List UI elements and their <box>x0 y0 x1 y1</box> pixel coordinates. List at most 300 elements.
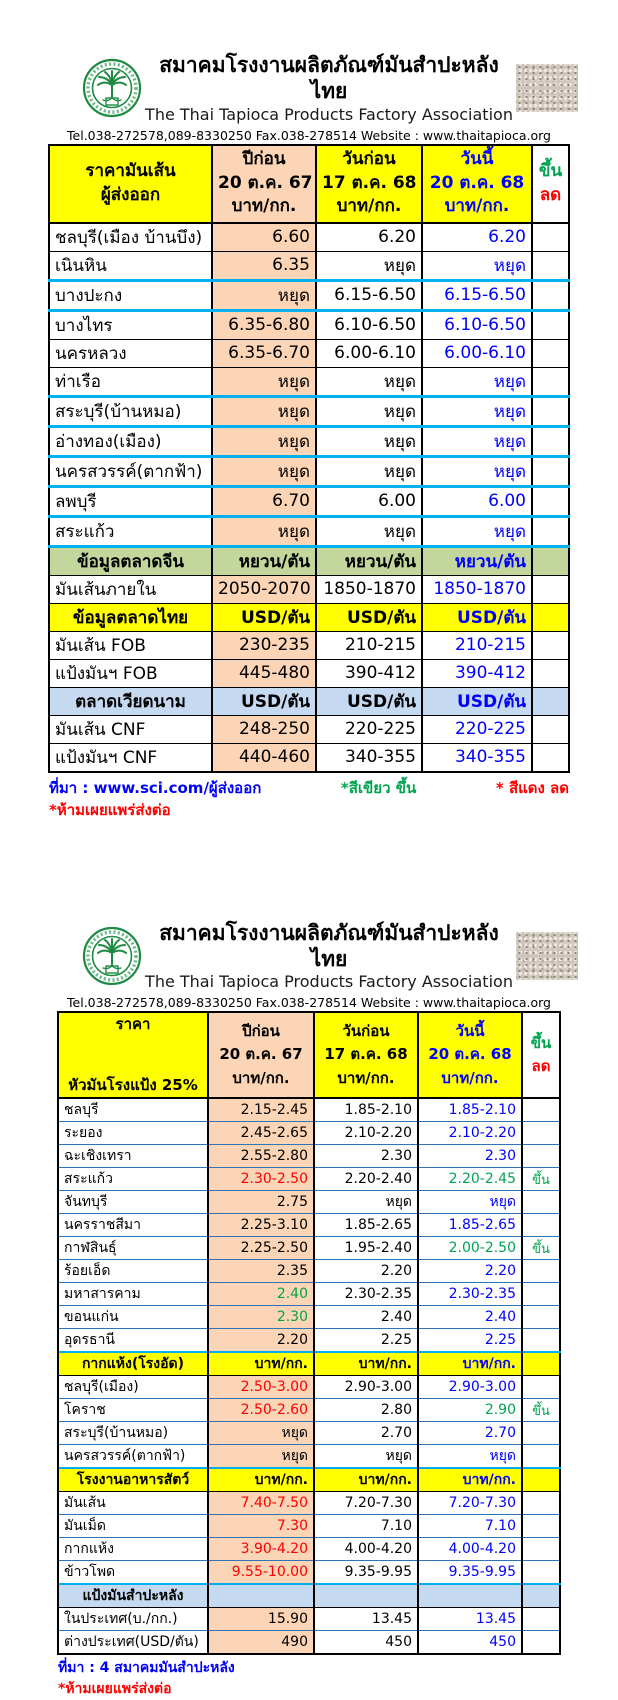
table-header-row <box>49 145 569 223</box>
flag-cell <box>522 1422 560 1445</box>
green-note: *สีเขียว ขึ้น <box>341 777 416 800</box>
export-price-table <box>48 144 570 773</box>
price-prev: หยุด <box>212 516 316 546</box>
price-prev: 6.35 <box>212 251 316 280</box>
section-label: ข้อมูลตลาดจีน <box>49 546 212 575</box>
flag-cell <box>532 367 569 396</box>
flag-cell <box>522 1492 560 1515</box>
table-row <box>58 1145 560 1168</box>
flag-cell: ขึ้น <box>522 1168 560 1191</box>
flag-cell <box>532 223 569 252</box>
table-row <box>58 1168 560 1191</box>
price-today: 2.20-2.45 <box>418 1168 522 1191</box>
table-row <box>49 280 569 310</box>
unit-prev: USD/ตัน <box>212 687 316 715</box>
row-label: ขอนแก่น <box>58 1306 208 1329</box>
flag-cell <box>522 1468 560 1492</box>
table-row <box>58 1492 560 1515</box>
flag-cell <box>532 310 569 339</box>
flag-cell <box>522 1145 560 1168</box>
table-row <box>49 456 569 486</box>
down-label: ลด <box>538 184 563 208</box>
price-prev: หยุด <box>208 1445 314 1469</box>
price-yest: หยุด <box>316 426 422 456</box>
price-today: 6.00-6.10 <box>422 339 532 367</box>
price-today: 390-412 <box>422 659 532 687</box>
row-label: นครราชสีมา <box>58 1214 208 1237</box>
price-today: หยุด <box>422 456 532 486</box>
price-prev: 2.40 <box>208 1283 314 1306</box>
price-yest: 2.20 <box>314 1260 418 1283</box>
row-label: แป้งมันฯ CNF <box>49 743 212 772</box>
table-row <box>49 426 569 456</box>
price-today: 7.20-7.30 <box>418 1492 522 1515</box>
row-label: ข้าวโพด <box>58 1561 208 1585</box>
table-row <box>58 1237 560 1260</box>
contact-line: Tel.038-272578,089-8330250 Fax.038-278514 Website : www.thaitapioca.org <box>0 992 618 1011</box>
price-today: หยุด <box>422 426 532 456</box>
association-titles <box>142 920 516 993</box>
export-price-sheet <box>0 0 618 822</box>
price-yest: 220-225 <box>316 715 422 743</box>
price-yest: 210-215 <box>316 631 422 659</box>
price-prev: 490 <box>208 1631 314 1655</box>
flag-cell <box>522 1538 560 1561</box>
price-today: 450 <box>418 1631 522 1655</box>
price-yest: 1850-1870 <box>316 575 422 603</box>
table-row <box>58 1445 560 1469</box>
row-label: ในประเทศ(บ./กก.) <box>58 1608 208 1631</box>
down-label: ลด <box>528 1055 554 1078</box>
row-label: อ่างทอง(เมือง) <box>49 426 212 456</box>
association-header <box>0 920 618 993</box>
price-today: 2.25 <box>418 1329 522 1353</box>
section-row-feed-mill <box>58 1468 560 1492</box>
org-title-thai: สมาคมโรงงานผลิตภัณฑ์มันสำปะหลังไทย <box>142 920 516 973</box>
flag-cell <box>532 575 569 603</box>
price-yest: หยุด <box>314 1191 418 1214</box>
row-label: ระยอง <box>58 1122 208 1145</box>
flag-cell <box>532 339 569 367</box>
price-prev: 6.35-6.80 <box>212 310 316 339</box>
price-today: 6.10-6.50 <box>422 310 532 339</box>
up-label: ขึ้น <box>538 160 563 184</box>
unit-today <box>418 1584 522 1608</box>
price-today: 1.85-2.65 <box>418 1214 522 1237</box>
price-today: 6.15-6.50 <box>422 280 532 310</box>
price-today: 2.70 <box>418 1422 522 1445</box>
flag-cell <box>532 280 569 310</box>
row-label: มันเส้น <box>58 1492 208 1515</box>
price-prev: 7.30 <box>208 1515 314 1538</box>
row-label: สระแก้ว <box>58 1168 208 1191</box>
row-label: กาฬสินธุ์ <box>58 1237 208 1260</box>
price-yest: หยุด <box>316 456 422 486</box>
table-row <box>58 1515 560 1538</box>
price-yest: 2.90-3.00 <box>314 1376 418 1399</box>
flag-cell <box>522 1214 560 1237</box>
price-today: 1850-1870 <box>422 575 532 603</box>
flag-cell: ขึ้น <box>522 1399 560 1422</box>
table-row <box>58 1561 560 1585</box>
row-label: ฉะเชิงเทรา <box>58 1145 208 1168</box>
section-row-china-market <box>49 546 569 575</box>
flag-cell <box>522 1631 560 1655</box>
org-title-english: The Thai Tapioca Products Factory Association <box>142 972 516 992</box>
flag-cell <box>522 1515 560 1538</box>
price-today: 7.10 <box>418 1515 522 1538</box>
flag-cell <box>532 715 569 743</box>
price-prev: 440-460 <box>212 743 316 772</box>
up-label: ขึ้น <box>528 1032 554 1055</box>
flag-cell <box>532 659 569 687</box>
price-prev: 6.70 <box>212 486 316 516</box>
price-today: 220-225 <box>422 715 532 743</box>
price-prev: 2.20 <box>208 1329 314 1353</box>
prev-year-header: ปีก่อน 20 ต.ค. 67 บาท/กก. <box>212 145 316 223</box>
red-note: * สีแดง ลด <box>496 777 569 800</box>
price-yest: 6.10-6.50 <box>316 310 422 339</box>
table-row <box>58 1422 560 1445</box>
flag-cell <box>532 687 569 715</box>
price-today: 2.40 <box>418 1306 522 1329</box>
price-prev: หยุด <box>212 367 316 396</box>
unit-prev: หยวน/ตัน <box>212 546 316 575</box>
up-down-header <box>532 145 569 223</box>
row-label: บางไทร <box>49 310 212 339</box>
price-prev: 2.55-2.80 <box>208 1145 314 1168</box>
unit-yest: USD/ตัน <box>316 603 422 631</box>
price-yest: 2.30 <box>314 1145 418 1168</box>
price-prev: 6.35-6.70 <box>212 339 316 367</box>
price-yest: 390-412 <box>316 659 422 687</box>
price-yest: 2.70 <box>314 1422 418 1445</box>
price-yest: 2.40 <box>314 1306 418 1329</box>
table-row <box>58 1329 560 1353</box>
table-row <box>58 1538 560 1561</box>
price-today: 6.00 <box>422 486 532 516</box>
table2-notes <box>58 1658 560 1700</box>
root-price-sheet <box>0 822 618 1700</box>
section-row-thai-market <box>49 603 569 631</box>
warning-note: *ห้ามเผยแพร่ส่งต่อ <box>49 799 569 822</box>
flag-cell <box>522 1329 560 1353</box>
tapioca-sample-photo <box>516 932 578 980</box>
table-row <box>58 1283 560 1306</box>
price-yest: 1.85-2.10 <box>314 1098 418 1122</box>
table-row <box>49 743 569 772</box>
section-label: ข้อมูลตลาดไทย <box>49 603 212 631</box>
price-prev: 2.35 <box>208 1260 314 1283</box>
price-today: 2.00-2.50 <box>418 1237 522 1260</box>
table-row <box>58 1098 560 1122</box>
row-label: มันเม็ด <box>58 1515 208 1538</box>
flag-cell: ขึ้น <box>522 1237 560 1260</box>
prev-day-header: วันก่อน 17 ต.ค. 68 บาท/กก. <box>316 145 422 223</box>
section-label: แป้งมันสำปะหลัง <box>58 1584 208 1608</box>
flag-cell <box>532 251 569 280</box>
price-prev: 7.40-7.50 <box>208 1492 314 1515</box>
price-yest: หยุด <box>314 1445 418 1469</box>
price-prev: 3.90-4.20 <box>208 1538 314 1561</box>
row-label: จันทบุรี <box>58 1191 208 1214</box>
flag-cell <box>532 486 569 516</box>
price-prev: 2.30-2.50 <box>208 1168 314 1191</box>
today-header: วันนี้ 20 ต.ค. 68 บาท/กก. <box>422 145 532 223</box>
unit-yest: USD/ตัน <box>316 687 422 715</box>
flag-cell <box>522 1445 560 1469</box>
table-row <box>49 486 569 516</box>
table-row <box>49 575 569 603</box>
unit-today: USD/ตัน <box>422 687 532 715</box>
price-prev: 2.50-2.60 <box>208 1399 314 1422</box>
price-prev: หยุด <box>212 426 316 456</box>
prev-day-header: วันก่อน 17 ต.ค. 68 บาท/กก. <box>314 1012 418 1098</box>
flag-cell <box>522 1376 560 1399</box>
flag-cell <box>522 1283 560 1306</box>
unit-prev: USD/ตัน <box>212 603 316 631</box>
unit-yest: บาท/กก. <box>314 1468 418 1492</box>
price-today: 2.20 <box>418 1260 522 1283</box>
price-today: 4.00-4.20 <box>418 1538 522 1561</box>
unit-yest: บาท/กก. <box>314 1352 418 1376</box>
price-prev: หยุด <box>212 280 316 310</box>
price-today: หยุด <box>422 251 532 280</box>
flag-cell <box>532 396 569 426</box>
table-row <box>49 659 569 687</box>
table-row <box>49 367 569 396</box>
price-today: หยุด <box>422 367 532 396</box>
price-yest: 1.85-2.65 <box>314 1214 418 1237</box>
org-title-english: The Thai Tapioca Products Factory Association <box>142 105 516 125</box>
table-row <box>49 339 569 367</box>
price-today: 210-215 <box>422 631 532 659</box>
row-label: แป้งมันฯ FOB <box>49 659 212 687</box>
today-header: วันนี้ 20 ต.ค. 68 บาท/กก. <box>418 1012 522 1098</box>
price-prev: หยุด <box>212 396 316 426</box>
price-prev: 15.90 <box>208 1608 314 1631</box>
table-row <box>49 223 569 252</box>
row-label: มันเส้น CNF <box>49 715 212 743</box>
flag-cell <box>522 1260 560 1283</box>
price-today: 340-355 <box>422 743 532 772</box>
price-yest: 2.25 <box>314 1329 418 1353</box>
price-today: 2.10-2.20 <box>418 1122 522 1145</box>
price-today: 2.90-3.00 <box>418 1376 522 1399</box>
price-today: หยุด <box>418 1191 522 1214</box>
price-prev: 6.60 <box>212 223 316 252</box>
section-row-dry-pulp <box>58 1352 560 1376</box>
association-titles <box>142 52 516 125</box>
contact-line: Tel.038-272578,089-8330250 Fax.038-278514 Website : www.thaitapioca.org <box>0 125 618 144</box>
flag-cell <box>532 546 569 575</box>
table-row <box>49 396 569 426</box>
price-yest: หยุด <box>316 251 422 280</box>
price-yest: 13.45 <box>314 1608 418 1631</box>
price-yest: 6.00-6.10 <box>316 339 422 367</box>
table-row <box>49 310 569 339</box>
flag-cell <box>522 1306 560 1329</box>
unit-yest <box>314 1584 418 1608</box>
up-down-header <box>522 1012 560 1098</box>
price-prev: 2.25-3.10 <box>208 1214 314 1237</box>
section-label: ตลาดเวียดนาม <box>49 687 212 715</box>
row-label: อุดรธานี <box>58 1329 208 1353</box>
price-yest: 450 <box>314 1631 418 1655</box>
unit-prev: บาท/กก. <box>208 1468 314 1492</box>
price-prev: หยุด <box>212 456 316 486</box>
price-yest: หยุด <box>316 367 422 396</box>
table-row <box>58 1399 560 1422</box>
flag-cell <box>522 1122 560 1145</box>
price-yest: 6.20 <box>316 223 422 252</box>
price-prev: 2050-2070 <box>212 575 316 603</box>
flag-cell <box>532 426 569 456</box>
row-label: สระแก้ว <box>49 516 212 546</box>
association-header <box>0 52 618 125</box>
association-logo-icon <box>82 58 142 118</box>
price-yest: 4.00-4.20 <box>314 1538 418 1561</box>
price-yest: 2.20-2.40 <box>314 1168 418 1191</box>
unit-today: บาท/กก. <box>418 1352 522 1376</box>
row-label: ร้อยเอ็ด <box>58 1260 208 1283</box>
table-row <box>49 715 569 743</box>
table-row <box>58 1376 560 1399</box>
price-today: 2.30 <box>418 1145 522 1168</box>
section-label: กากแห้ง(โรงอัด) <box>58 1352 208 1376</box>
prev-year-header: ปีก่อน 20 ต.ค. 67 บาท/กก. <box>208 1012 314 1098</box>
table-row <box>58 1122 560 1145</box>
price-today: 9.35-9.95 <box>418 1561 522 1585</box>
price-today: หยุด <box>422 396 532 426</box>
table-row <box>58 1191 560 1214</box>
flag-cell <box>532 631 569 659</box>
row-label: นครสวรรค์(ตากฟ้า) <box>49 456 212 486</box>
price-yest: 2.80 <box>314 1399 418 1422</box>
unit-today: บาท/กก. <box>418 1468 522 1492</box>
org-title-thai: สมาคมโรงงานผลิตภัณฑ์มันสำปะหลังไทย <box>142 52 516 105</box>
price-prev: 2.25-2.50 <box>208 1237 314 1260</box>
price-category-header: ราคามันเส้น ผู้ส่งออก <box>49 145 212 223</box>
price-yest: 6.15-6.50 <box>316 280 422 310</box>
price-prev: 445-480 <box>212 659 316 687</box>
table-row <box>49 631 569 659</box>
flag-cell <box>532 456 569 486</box>
row-label: นครหลวง <box>49 339 212 367</box>
price-prev: 2.75 <box>208 1191 314 1214</box>
table-row <box>58 1631 560 1655</box>
row-label: ท่าเรือ <box>49 367 212 396</box>
section-row-starch <box>58 1584 560 1608</box>
flag-cell <box>522 1352 560 1376</box>
table-row <box>58 1214 560 1237</box>
price-yest: 1.95-2.40 <box>314 1237 418 1260</box>
flag-cell <box>532 603 569 631</box>
unit-today: USD/ตัน <box>422 603 532 631</box>
price-yest: 7.10 <box>314 1515 418 1538</box>
row-label: ชลบุรี(เมือง) <box>58 1376 208 1399</box>
price-prev: 9.55-10.00 <box>208 1561 314 1585</box>
price-yest: 2.10-2.20 <box>314 1122 418 1145</box>
flag-cell <box>522 1098 560 1122</box>
price-today: หยุด <box>422 516 532 546</box>
row-label: โคราช <box>58 1399 208 1422</box>
price-yest: 7.20-7.30 <box>314 1492 418 1515</box>
row-label: ชลบุรี <box>58 1098 208 1122</box>
row-label: มันเส้น FOB <box>49 631 212 659</box>
row-label: สระบุรี(บ้านหมอ) <box>49 396 212 426</box>
table1-notes <box>49 777 569 822</box>
source-note: ที่มา : www.sci.com/ผู้ส่งออก <box>49 777 261 800</box>
row-label: เนินหิน <box>49 251 212 280</box>
row-label: กากแห้ง <box>58 1538 208 1561</box>
price-yest: 340-355 <box>316 743 422 772</box>
price-yest: 2.30-2.35 <box>314 1283 418 1306</box>
row-label: มันเส้นภายใน <box>49 575 212 603</box>
flag-cell <box>532 743 569 772</box>
row-label: บางปะกง <box>49 280 212 310</box>
tapioca-sample-photo <box>516 64 578 112</box>
row-label: มหาสารคาม <box>58 1283 208 1306</box>
section-label: โรงงานอาหารสัตว์ <box>58 1468 208 1492</box>
table-row <box>49 251 569 280</box>
row-label: ลพบุรี <box>49 486 212 516</box>
price-today: 13.45 <box>418 1608 522 1631</box>
price-yest: หยุด <box>316 396 422 426</box>
price-today: 2.90 <box>418 1399 522 1422</box>
price-prev: 2.30 <box>208 1306 314 1329</box>
price-today: หยุด <box>418 1445 522 1469</box>
price-prev: 248-250 <box>212 715 316 743</box>
unit-prev: บาท/กก. <box>208 1352 314 1376</box>
flag-cell <box>522 1561 560 1585</box>
flag-cell <box>522 1584 560 1608</box>
price-prev: 2.45-2.65 <box>208 1122 314 1145</box>
price-yest: 6.00 <box>316 486 422 516</box>
association-logo-icon <box>82 926 142 986</box>
unit-prev <box>208 1584 314 1608</box>
table-row <box>58 1608 560 1631</box>
price-today: 6.20 <box>422 223 532 252</box>
section-row-vietnam-market <box>49 687 569 715</box>
flag-cell <box>522 1608 560 1631</box>
price-yest: 9.35-9.95 <box>314 1561 418 1585</box>
root-price-table <box>57 1011 561 1655</box>
table-row <box>49 516 569 546</box>
row-label: สระบุรี(บ้านหมอ) <box>58 1422 208 1445</box>
unit-today: หยวน/ตัน <box>422 546 532 575</box>
table-row <box>58 1306 560 1329</box>
price-today: 2.30-2.35 <box>418 1283 522 1306</box>
row-label: นครสวรรค์(ตากฟ้า) <box>58 1445 208 1469</box>
unit-yest: หยวน/ตัน <box>316 546 422 575</box>
flag-cell <box>522 1191 560 1214</box>
warning-note: *ห้ามเผยแพร่ส่งต่อ <box>58 1679 560 1700</box>
flag-cell <box>532 516 569 546</box>
row-label: ต่างประเทศ(USD/ตัน) <box>58 1631 208 1655</box>
row-label: ชลบุรี(เมือง บ้านบึง) <box>49 223 212 252</box>
price-prev: 2.15-2.45 <box>208 1098 314 1122</box>
price-yest: หยุด <box>316 516 422 546</box>
price-prev: หยุด <box>208 1422 314 1445</box>
table-header-row <box>58 1012 560 1098</box>
table-row <box>58 1260 560 1283</box>
source-note: ที่มา : 4 สมาคมมันสำปะหลัง <box>58 1658 560 1679</box>
price-prev: 230-235 <box>212 631 316 659</box>
price-prev: 2.50-3.00 <box>208 1376 314 1399</box>
price-category-header: ราคา หัวมันโรงแป้ง 25% <box>58 1012 208 1098</box>
price-today: 1.85-2.10 <box>418 1098 522 1122</box>
